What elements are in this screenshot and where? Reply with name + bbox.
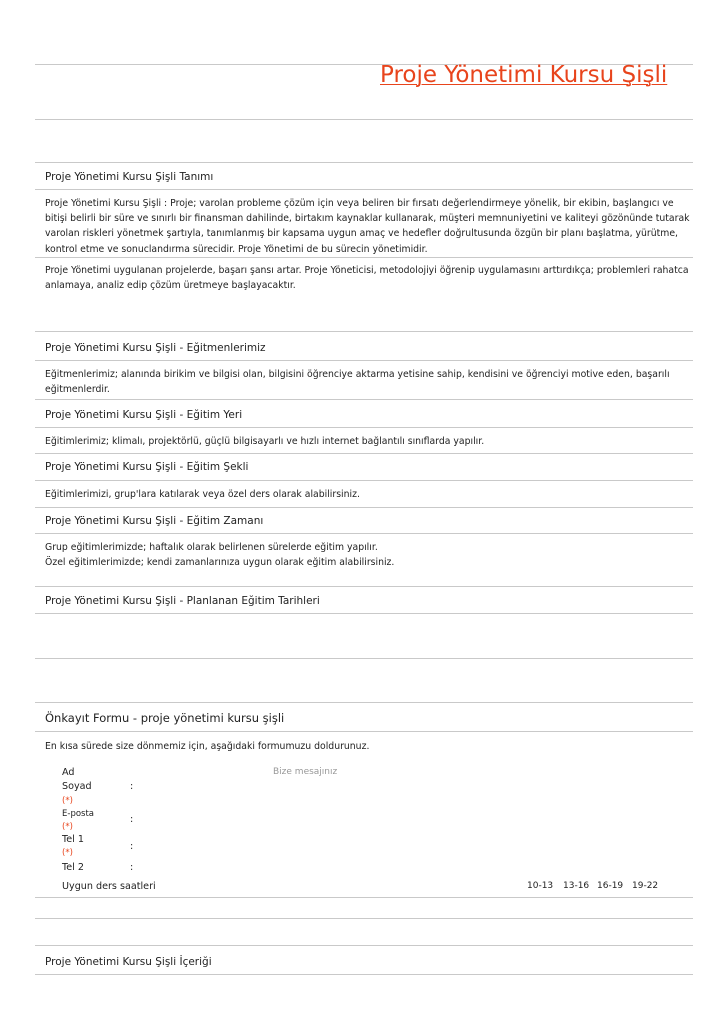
page-title[interactable]: Proje Yönetimi Kursu Şişli [380, 62, 668, 88]
divider [35, 257, 693, 258]
message-field[interactable]: Bize mesajınız [273, 767, 338, 777]
place-text: Eğitimlerimiz; klimalı, projektörlü, güçlü bilgisayarlı ve hızlı internet bağlantılı sınıflarda yapılır. [45, 436, 485, 447]
definition-paragraph-1: Proje Yönetimi Kursu Şişli : Proje; varolan probleme çözüm için veya beliren bir fırsatı değerlendirmeye yönelik, bir ekibin, başlangıcı ve bitişi belirli bir süre ve sınırlı bir finansman dahilinde, birtakım kaynaklar kullanarak, müşteri memnuniyetini ve kaliteyi gözönünde tutarak varolan riskleri yönetmek şartıyla, tanımlanmış bir kapsama uygun amaç ve hedefler doğrultusunda özgün bir planı başlatma, yürütme, kontrol etme ve sonuclandırma sürecidir. Proje Yönetimi de bu sürecin yönetimidir. [45, 198, 690, 255]
hours-option-19-22[interactable]: 19-22 [632, 881, 659, 891]
divider [35, 658, 693, 659]
divider [35, 453, 693, 454]
definition-paragraph-2: Proje Yönetimi uygulanan projelerde, başarı şansı artar. Proje Yöneticisi, metodolojiyi öğrenip uygulamasını arttırdıkça; problemleri rahatca anlamaya, analiz edip çözüm üretmeye başlayacaktır. [45, 265, 689, 292]
divider [35, 918, 693, 919]
definition-heading: Proje Yönetimi Kursu Şişli Tanımı [45, 171, 214, 183]
place-heading: Proje Yönetimi Kursu Şişli - Eğitim Yeri [45, 409, 243, 421]
divider [35, 331, 693, 332]
divider [35, 189, 693, 190]
form-intro: En kısa sürede size dönmemiz için, aşağıdaki formumuzu doldurunuz. [45, 741, 370, 752]
form-heading: Önkayıt Formu - proje yönetimi kursu şişli [45, 711, 285, 725]
email-label: E-posta [62, 809, 95, 819]
surname-label: Soyad [62, 781, 92, 792]
hours-option-13-16[interactable]: 13-16 [563, 881, 590, 891]
divider [35, 427, 693, 428]
trainers-heading: Proje Yönetimi Kursu Şişli - Eğitmenlerimiz [45, 342, 266, 354]
tel2-label: Tel 2 [62, 862, 84, 873]
divider [35, 731, 693, 732]
time-line-1: Grup eğitimlerimizde; haftalık olarak belirlenen sürelerde eğitim yapılır. [45, 542, 378, 553]
divider [35, 480, 693, 481]
time-heading: Proje Yönetimi Kursu Şişli - Eğitim Zamanı [45, 515, 264, 527]
divider [35, 945, 693, 946]
divider [35, 586, 693, 587]
tel1-colon: : [130, 841, 134, 852]
divider [35, 702, 693, 703]
divider [35, 162, 693, 163]
hours-option-16-19[interactable]: 16-19 [597, 881, 624, 891]
time-line-2: Özel eğitimlerimizde; kendi zamanlarınıza uygun olarak eğitim alabilirsiniz. [45, 557, 395, 568]
divider [35, 399, 693, 400]
divider [35, 360, 693, 361]
divider [35, 119, 693, 120]
content-heading: Proje Yönetimi Kursu Şişli İçeriği [45, 956, 212, 968]
tel1-required-marker: (*) [62, 848, 73, 858]
surname-colon: : [130, 781, 134, 792]
style-text: Eğitimlerimizi, grup'lara katılarak veya özel ders olarak alabilirsiniz. [45, 489, 360, 500]
dates-heading: Proje Yönetimi Kursu Şişli - Planlanan Eğitim Tarihleri [45, 595, 320, 607]
surname-required-marker: (*) [62, 796, 73, 806]
tel2-colon: : [130, 862, 134, 873]
trainers-text: Eğitmenlerimiz; alanında birikim ve bilgisi olan, bilgisini öğrenciye aktarma yetisine sahip, kendisini ve öğrenciyi motive eden, başarılı eğitmenlerdir. [45, 369, 670, 396]
divider [35, 897, 693, 898]
email-required-marker: (*) [62, 822, 73, 832]
hours-label: Uygun ders saatleri [62, 881, 156, 892]
divider [35, 613, 693, 614]
divider [35, 533, 693, 534]
divider [35, 507, 693, 508]
email-colon: : [130, 814, 134, 825]
style-heading: Proje Yönetimi Kursu Şişli - Eğitim Şekli [45, 461, 249, 473]
hours-option-10-13[interactable]: 10-13 [527, 881, 554, 891]
name-label: Ad [62, 767, 75, 778]
tel1-label: Tel 1 [62, 834, 84, 845]
divider [35, 974, 693, 975]
